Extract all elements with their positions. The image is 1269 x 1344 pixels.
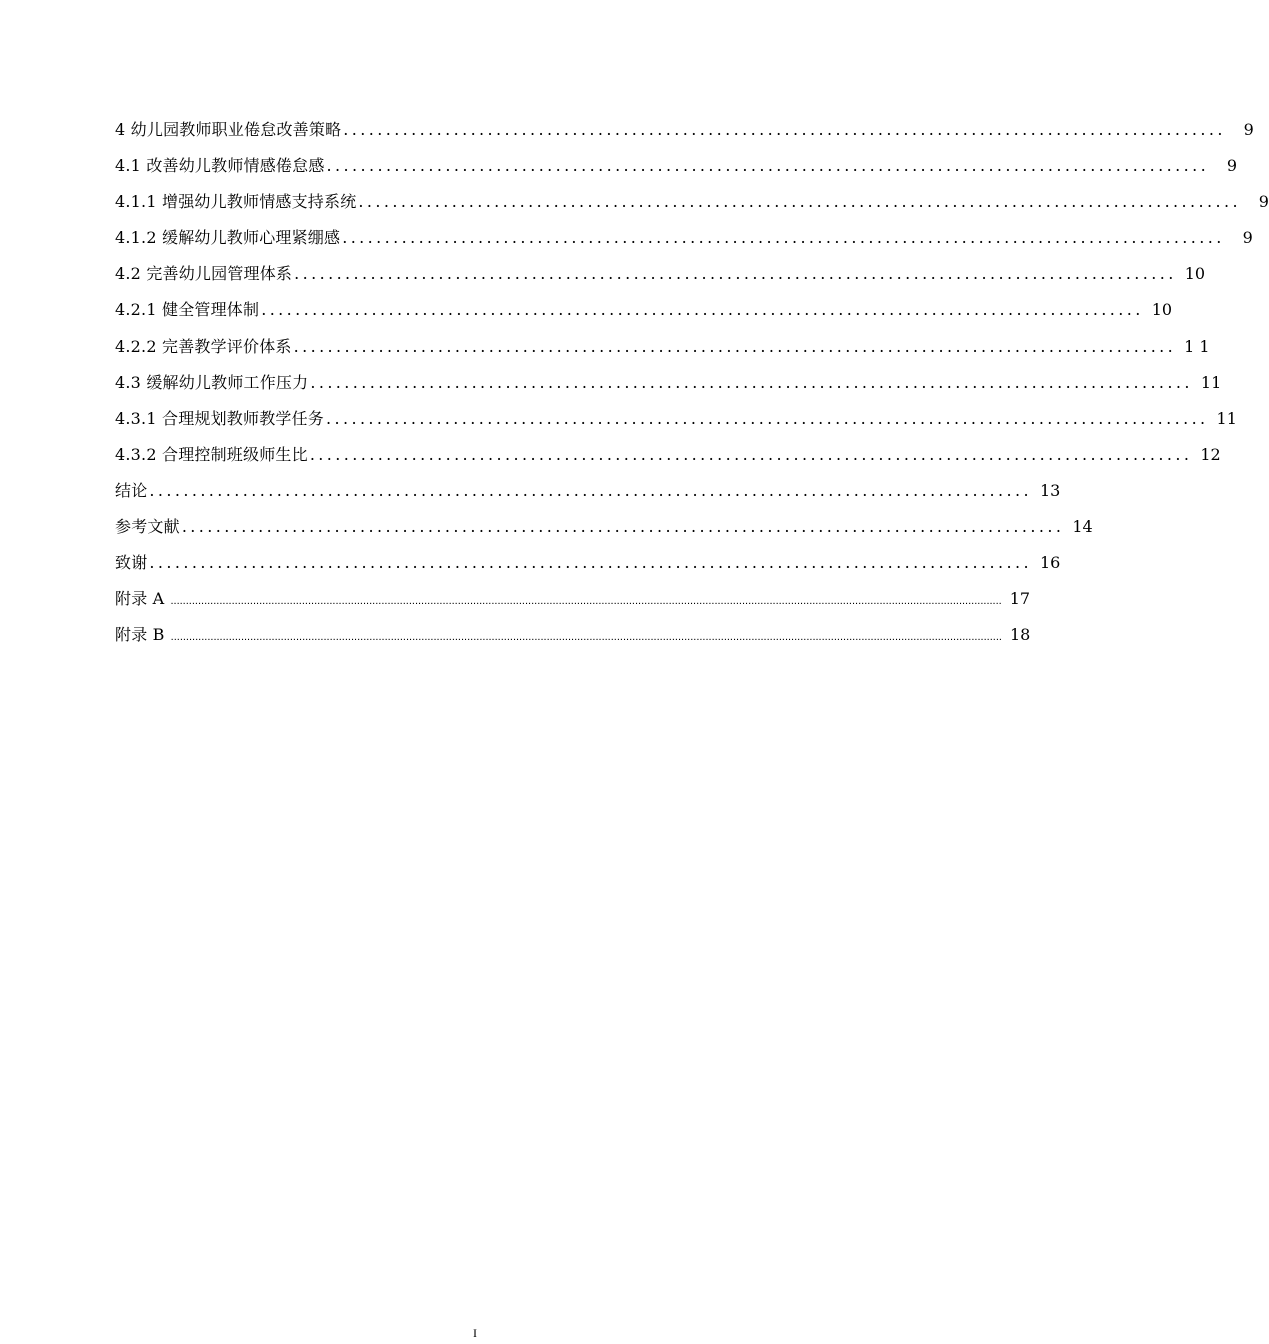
toc-dot-leader: ........................................................................................................ — [309, 444, 1193, 464]
toc-entry[interactable] — [115, 443, 1221, 479]
toc-entry-page: 12 — [1200, 444, 1221, 464]
toc-entry-title: 4.1.2 缓解幼儿教师心理紧绷感 — [115, 228, 341, 248]
toc-entry-title: 4.2.2 完善教学评价体系 — [115, 336, 292, 356]
toc-entry-title: 附录 B — [115, 625, 165, 645]
toc-entry-title: 4.1 改善幼儿教师情感倦怠感 — [115, 156, 325, 176]
toc-entry[interactable] — [115, 623, 1031, 659]
toc-dot-leader: ........................................................................................................ — [342, 228, 1225, 248]
toc-entry[interactable] — [115, 226, 1253, 262]
toc-dot-leader: ........................................................................................................ — [326, 408, 1209, 428]
toc-entry-page: 11 — [1216, 408, 1237, 428]
toc-dot-leader: ................................................................................................................................................................................................................................................................................ — [170, 631, 1002, 644]
toc-dot-leader: ........................................................................................................ — [261, 300, 1144, 320]
toc-entry[interactable] — [115, 551, 1061, 587]
toc-entry-page: 17 — [1009, 589, 1031, 609]
toc-entry-title: 致谢 — [115, 553, 148, 573]
toc-entry-page: 9 — [1243, 120, 1254, 139]
toc-dot-leader: ........................................................................................................ — [149, 480, 1032, 500]
toc-entry-title: 4 幼儿园教师职业倦怠改善策略 — [115, 120, 342, 139]
toc-dot-leader: ................................................................................................................................................................................................................................................................................ — [170, 595, 1002, 608]
toc-entry[interactable] — [115, 262, 1206, 298]
toc-dot-leader: ........................................................................................................ — [310, 372, 1193, 392]
toc-entry-title: 4.3.2 合理控制班级师生比 — [115, 444, 308, 464]
page-number: I — [473, 1326, 477, 1340]
toc-entry-title: 附录 A — [115, 589, 165, 609]
toc-entry-title: 4.2 完善幼儿园管理体系 — [115, 264, 293, 284]
toc-entry[interactable] — [115, 154, 1238, 190]
toc-entry[interactable] — [115, 118, 1254, 154]
toc-entry-page: 9 — [1258, 192, 1269, 212]
toc-dot-leader: ........................................................................................................ — [358, 192, 1241, 212]
toc-entry-page: 16 — [1039, 553, 1061, 573]
toc-entry-page: 13 — [1039, 480, 1061, 500]
toc-entry[interactable] — [115, 515, 1093, 551]
toc-entry-title: 结论 — [115, 480, 148, 500]
toc-entry[interactable] — [115, 407, 1237, 443]
table-of-contents — [115, 118, 1269, 659]
toc-entry[interactable] — [115, 190, 1269, 226]
toc-dot-leader: ........................................................................................................ — [343, 120, 1226, 139]
toc-entry[interactable] — [115, 371, 1222, 407]
toc-entry-title: 4.3 缓解幼儿教师工作压力 — [115, 372, 309, 392]
toc-dot-leader: ........................................................................................................ — [293, 336, 1177, 356]
toc-entry[interactable] — [115, 298, 1173, 334]
toc-entry[interactable] — [115, 335, 1210, 371]
toc-entry-page: 11 — [1200, 372, 1222, 392]
toc-entry-page: 14 — [1072, 517, 1093, 537]
toc-dot-leader: ........................................................................................................ — [181, 517, 1065, 537]
toc-entry-title: 4.2.1 健全管理体制 — [115, 300, 260, 320]
toc-dot-leader: ........................................................................................................ — [294, 264, 1177, 284]
toc-entry-page: 1 1 — [1184, 336, 1210, 356]
toc-entry-title: 参考文献 — [115, 517, 180, 537]
toc-entry[interactable] — [115, 479, 1061, 515]
toc-entry-page: 9 — [1226, 156, 1238, 176]
toc-entry-title: 4.3.1 合理规划教师教学任务 — [115, 408, 324, 428]
toc-dot-leader: ........................................................................................................ — [149, 553, 1032, 573]
toc-dot-leader: ........................................................................................................ — [326, 156, 1210, 176]
toc-entry[interactable] — [115, 587, 1031, 623]
toc-entry-page: 18 — [1009, 625, 1031, 645]
toc-entry-page: 10 — [1184, 264, 1206, 284]
toc-entry-page: 9 — [1242, 228, 1253, 248]
toc-entry-title: 4.1.1 增强幼儿教师情感支持系统 — [115, 192, 357, 212]
toc-entry-page: 10 — [1151, 300, 1173, 320]
